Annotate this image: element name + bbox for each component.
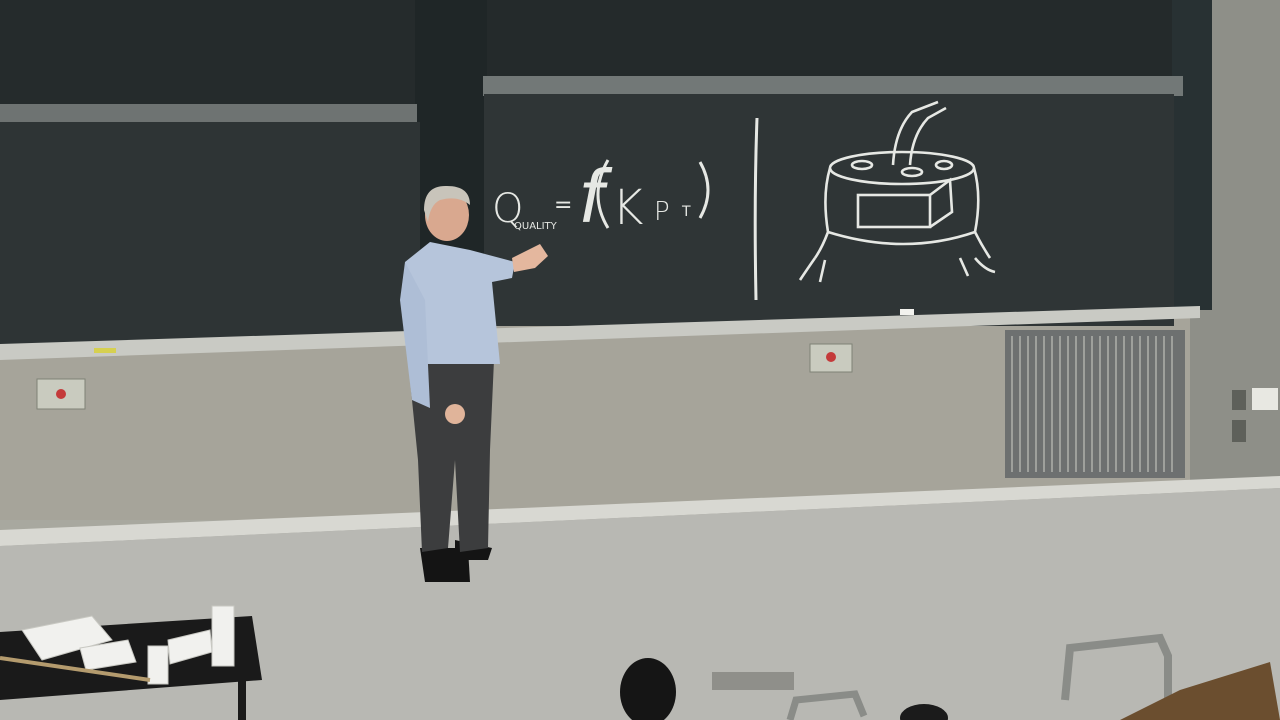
equation-equals: = [554, 193, 573, 218]
wall-plate [1232, 390, 1246, 410]
equation-subscript: QUALITY [514, 221, 557, 232]
table-leg [238, 680, 246, 720]
equation-arg-p: P [654, 197, 670, 227]
equation-arg-k: K [612, 180, 644, 236]
floor-grate [712, 672, 794, 690]
switch-button-red-2 [826, 352, 836, 362]
vent-slats [1012, 336, 1172, 472]
equation-q: Q [492, 186, 524, 232]
wall-vent [1005, 330, 1185, 478]
chalk-piece-yellow [94, 348, 116, 353]
upper-ledge-left [0, 104, 417, 124]
upper-blackboard-left [0, 0, 415, 118]
switch-button-red [56, 389, 66, 399]
wall-outlet [1252, 388, 1278, 410]
upper-ledge-right [483, 76, 1183, 96]
chalk-piece [900, 309, 914, 315]
equation-arg-t: T [682, 204, 691, 220]
equation-func: f [578, 155, 604, 239]
lower-blackboard-left [0, 122, 420, 344]
wall-plate-2 [1232, 420, 1246, 442]
lecturer-hand-left [445, 404, 465, 424]
right-board-frame [1172, 0, 1212, 310]
